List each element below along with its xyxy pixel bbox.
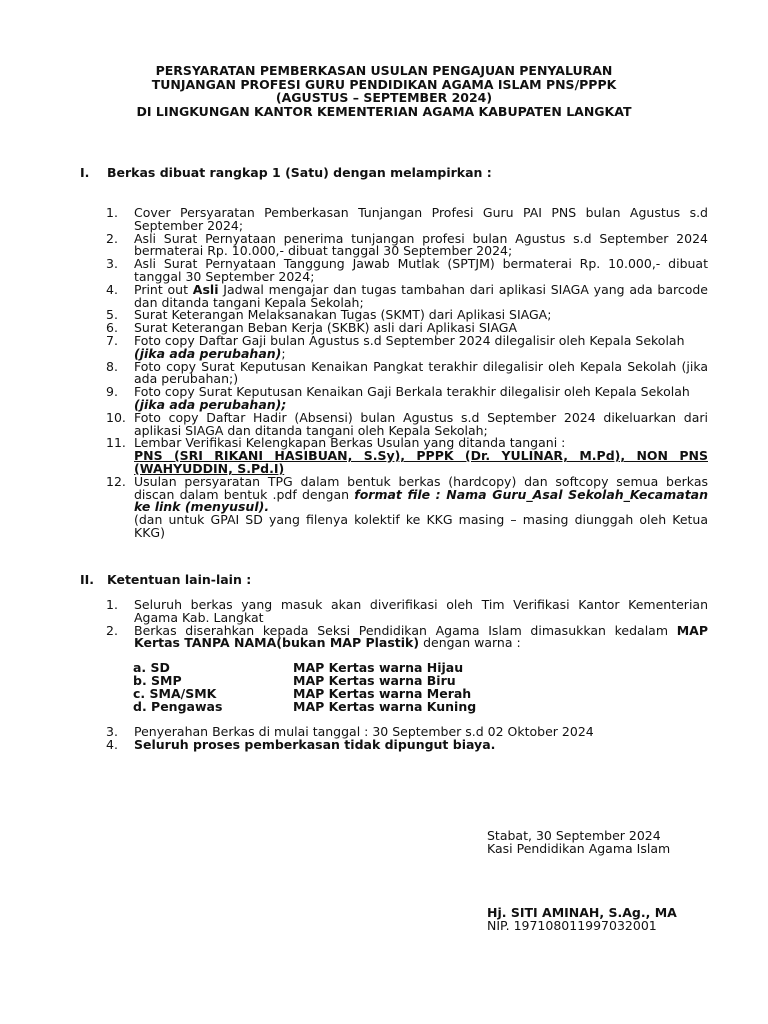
list-item: 2. Berkas diserahkan kepada Seksi Pendidikan Agama Islam dimasukkan kedalam MAP Kertas TANPA NAMA(bukan MAP Plastik) dengan warna : (106, 622, 708, 651)
title-line-4: DI LINGKUNGAN KANTOR KEMENTERIAN AGAMA KABUPATEN LANGKAT (136, 103, 632, 119)
list-item: 6. Surat Keterangan Beban Kerja (SKBK) asli dari Aplikasi SIAGA (106, 320, 518, 336)
section-2-title: Ketentuan lain-lain : (107, 572, 252, 587)
signature-name: Hj. SITI AMINAH, S.Ag., MA (487, 905, 677, 920)
list-item: 4. Print out Asli Jadwal mengajar dan tugas tambahan dari aplikasi SIAGA yang ada barcode dan ditanda tangani Kepala Sekolah; (106, 281, 709, 310)
list-item: 9. Foto copy Surat Keputusan Kenaikan Gaji Berkala terakhir dilegalisir oleh Kepala Sekolah (jika ada perubahan); (106, 384, 690, 412)
verifier-names: PNS (SRI RIKANI HASIBUAN, S.Sy), PPPK (Dr. YULINAR, M.Pd), NON PNS (WAHYUDDIN, S.Pd.I) (134, 448, 708, 476)
title-line-1: PERSYARATAN PEMBERKASAN USULAN PENGAJUAN PENYALURAN (155, 63, 613, 78)
list-item: 10. Foto copy Daftar Hadir (Absensi) bulan Agustus s.d September 2024 dikeluarkan dari aplikasi SIAGA dan ditanda tangani oleh Kepala Sekolah; (106, 409, 708, 438)
section-1-title: Berkas dibuat rangkap 1 (Satu) dengan melampirkan : (107, 165, 492, 180)
list-item: 1. Seluruh berkas yang masuk akan diverifikasi oleh Tim Verifikasi Kantor Kementerian Agama Kab. Langkat (106, 597, 708, 625)
signature-nip: NIP. 197108011997032001 (487, 918, 657, 933)
section-2-roman: II. (80, 572, 95, 587)
document-title (0, 64, 768, 118)
list-item: 11. Lembar Verifikasi Kelengkapan Berkas Usulan yang ditanda tangani : PNS (SRI RIKANI HASIBUAN, S.Sy), PPPK (Dr. YULINAR, M.Pd), NON PNS (WAHYUDDIN, S.Pd.I) (106, 435, 708, 476)
list-item: 3. Penyerahan Berkas di mulai tanggal : 30 September s.d 02 Oktober 2024 (106, 724, 594, 739)
file-format-note: format file : Nama Guru_Asal Sekolah_Kecamatan ke link (menyusul). (134, 486, 709, 515)
list-item: 1. Cover Persyaratan Pemberkasan Tunjangan Profesi Guru PAI PNS bulan Agustus s.d September 2024; (106, 205, 708, 233)
document-page: PERSYARATAN PEMBERKASAN USULAN PENGAJUAN PENYALURAN TUNJANGAN PROFESI GURU PENDIDIKAN AGAMA ISLAM PNS/PPPK (AGUSTUS – SEPTEMBER 2024) DI LINGKUNGAN KANTOR KEMENTERIAN AGAMA KABUPATEN LANGKAT I. Berkas dibuat rangkap 1 (Satu) dengan melampirkan : 1. Cover Persyaratan Pemberkasan Tunjangan Profesi Guru PAI PNS bulan Agustus s.d September 2024; 2. Asli Surat Pernyataan penerima tunjangan profesi bulan Agustus s.d September 2024 bermaterai Rp. 10.000,- dibuat tanggal 30 September 2024; 3. Asli Surat Pernyataan Tanggung Jawab Mutlak (SPTJM) bermaterai Rp. 10.000,- dibuat tanggal 30 September 2024; 4. Print out Asli Jadwal mengajar dan tugas tambahan dari aplikasi SIAGA yang ada barcode dan ditanda tangani Kepala Sekolah; 5. Surat Keterangan Melaksanakan Tugas (SKMT) dari Aplikasi SIAGA; 6. Surat Keterangan Beban Kerja (SKBK) asli dari Aplikasi SIAGA 7. Foto copy Daftar Gaji bulan Agustus s.d September 2024 dilegalisir oleh Kepala Sekolah (jika ada perubahan); 8. Foto copy Surat Keputusan Kenaikan Pangkat terakhir dilegalisir oleh Kepala Sekolah (jika ada perubahan;) 9. Foto copy Surat Keputusan Kenaikan Gaji Berkala terakhir dilegalisir oleh Kepala Sekolah (jika ada perubahan); 10. Foto copy Daftar Hadir (Absensi) bulan Agustus s.d September 2024 dikeluarkan dari aplikasi SIAGA dan ditanda tangani oleh Kepala Sekolah; 11. Lembar Verifikasi Kelengkapan Berkas Usulan yang ditanda tangani : PNS (SRI RIKANI HASIBUAN, S.Sy), PPPK (Dr. YULINAR, M.Pd), NON PNS (WAHYUDDIN, S.Pd.I) 12. Usulan persyaratan TPG dalam bentuk berkas (hardcopy) dan softcopy semua berkas discan dalam bentuk .pdf dengan format file : Nama Guru_Asal Sekolah_Kecamatan ke link (menyusul). (dan untuk GPAI SD yang filenya kolektif ke KKG masing – masing diunggah oleh Ketua KKG) II. Ketentuan lain-lain : 1. Seluruh berkas yang masuk akan diverifikasi oleh Tim Verifikasi Kantor Kementerian Agama Kab. Langkat 2. Berkas diserahkan kepada Seksi Pendidikan Agama Islam dimasukkan kedalam MAP Kertas TANPA NAMA(bukan MAP Plastik) dengan warna : a. SD MAP Kertas warna Hijau b. SMP MAP Kertas warna Biru c. SMA/SMK MAP Kertas warna Merah d. Pengawas MAP Kertas warna Kuning 3. Penyerahan Berkas di mulai tanggal : 30 September s.d 02 Oktober 2024 4. Seluruh proses pemberkasan tidak dipungut biaya. Stabat, 30 September 2024 Kasi Pendidikan Agama Islam Hj. SITI AMINAH, S.Ag., MA NIP. 197108011997032001 (0, 0, 768, 1024)
section-1-list (106, 207, 708, 540)
list-item: 7. Foto copy Daftar Gaji bulan Agustus s.d September 2024 dilegalisir oleh Kepala Sekolah (jika ada perubahan); (106, 332, 685, 361)
list-item: 12. Usulan persyaratan TPG dalam bentuk berkas (hardcopy) dan softcopy semua berkas discan dalam bentuk .pdf dengan format file : Nama Guru_Asal Sekolah_Kecamatan ke link (menyusul). (dan untuk GPAI SD yang filenya kolektif ke KKG masing – masing diunggah oleh Ketua KKG) (106, 473, 709, 540)
signature-place-date: Stabat, 30 September 2024 (487, 828, 661, 843)
list-item: 2. Asli Surat Pernyataan penerima tunjangan profesi bulan Agustus s.d September 2024 bermaterai Rp. 10.000,- dibuat tanggal 30 September 2024; (106, 230, 708, 259)
signature-position: Kasi Pendidikan Agama Islam (487, 841, 671, 856)
title-line-2: TUNJANGAN PROFESI GURU PENDIDIKAN AGAMA ISLAM PNS/PPPK (151, 76, 617, 92)
title-line-3: (AGUSTUS – SEPTEMBER 2024) (275, 90, 493, 105)
list-item: 8. Foto copy Surat Keputusan Kenaikan Pangkat terakhir dilegalisir oleh Kepala Sekolah (jika ada perubahan;) (106, 358, 708, 387)
list-item: 3. Asli Surat Pernyataan Tanggung Jawab Mutlak (SPTJM) bermaterai Rp. 10.000,- dibuat tanggal 30 September 2024; (106, 256, 708, 284)
list-item: 4. Seluruh proses pemberkasan tidak dipungut biaya. (106, 736, 496, 752)
section-2-list (106, 599, 708, 650)
section-2-list-cont (106, 726, 708, 752)
list-item: 5. Surat Keterangan Melaksanakan Tugas (SKMT) dari Aplikasi SIAGA; (106, 307, 552, 323)
section-1-roman: I. (80, 165, 90, 180)
